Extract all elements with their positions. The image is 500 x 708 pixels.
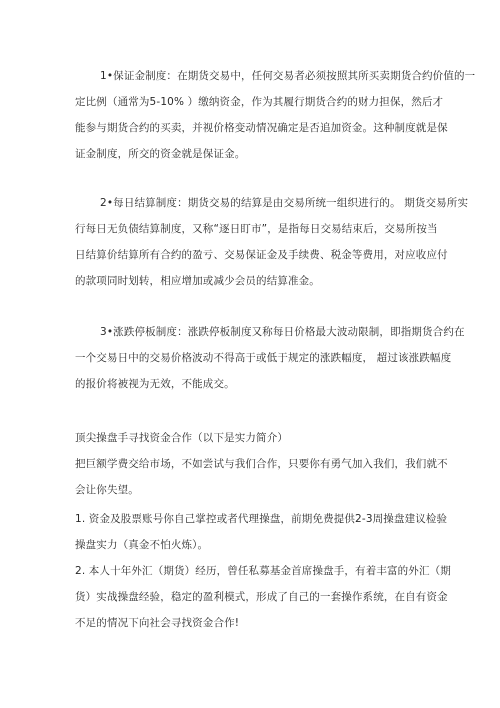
item-2-line-3: 不足的情况下向社会寻找资金合作! [75,617,240,629]
daily-settlement-line-1: 2•每日结算制度：期货交易的结算是由交易所统一组织进行的。 期货交易所实 [100,197,469,209]
daily-settlement-line-4: 的款项同时划转，相应增加或减少会员的结算准金。 [75,275,320,287]
daily-settlement-line-2: 行每日无负债结算制度，又称“逐日盯市”，是指每日交易结束后，交易所按当 [75,223,438,235]
margin-system-line-2: 定比例（通常为5-10% ）缴纳资金，作为其履行期货合约的财力担保，然后才 [75,96,444,108]
cooperation-intro-line-1: 把巨额学费交给市场，不如尝试与我们合作，只要你有勇气加入我们，我们就不 [75,458,448,470]
item-2-line-2: 货）实战操盘经验，稳定的盈利模式，形成了自己的一套操作系统，在自有资金 [75,591,448,603]
price-limit-line-3: 的报价将被视为无效，不能成交。 [75,378,235,390]
item-2-line-1: 2. 本人十年外汇（期货）经历，曾任私募基金首席操盘手，有着丰富的外汇（期 [75,565,451,577]
cooperation-intro-line-2: 会让你失望。 [75,484,139,496]
margin-system-line-1: 1•保证金制度：在期货交易中，任何交易者必须按照其所买卖期货合约价值的一 [100,70,476,82]
price-limit-line-2: 一个交易日中的交易价格波动不得高于或低于规定的涨跌幅度， 超过该涨跌幅度 [75,352,452,364]
cooperation-heading: 顶尖操盘手寻找资金合作（以下是实力简介） [75,432,288,444]
item-1-line-1: 1. 资金及股票账号你自己掌控或者代理操盘，前期免费提供2-3周操盘建议检验 [75,513,448,525]
margin-system-line-3: 能参与期货合约的买卖，并视价格变动情况确定是否追加资金。这种制度就是保 [75,122,448,134]
daily-settlement-line-3: 日结算价结算所有合约的盈亏、交易保证金及手续费、税金等费用，对应收应付 [75,249,448,261]
item-1-line-2: 操盘实力（真金不怕火炼）。 [75,539,209,551]
margin-system-line-4: 证金制度，所交的资金就是保证金。 [75,148,246,160]
price-limit-line-1: 3•涨跌停板制度：涨跌停板制度又称每日价格最大波动限制，即指期货合约在 [100,326,465,338]
